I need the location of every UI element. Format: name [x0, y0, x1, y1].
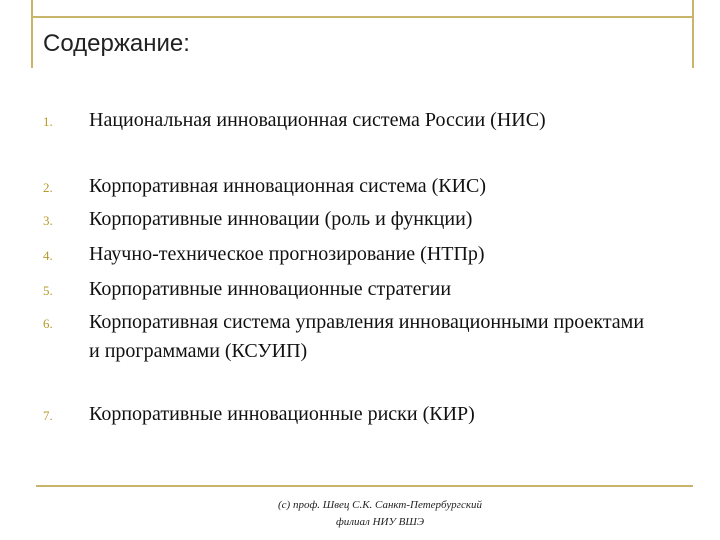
- list-item-number: 6.: [43, 316, 53, 331]
- list-item-number: 4.: [43, 248, 53, 263]
- slide-title: Содержание:: [43, 30, 190, 57]
- footer-credit-line-1: (c) проф. Швец С.К. Санкт-Петербургский: [278, 499, 482, 511]
- list-item-text: Корпоративные инновационные стратегии: [89, 278, 452, 300]
- list-item-number: 5.: [43, 283, 53, 298]
- list-item-text: Корпоративная инновационная система (КИС): [89, 175, 487, 197]
- footer-credit: [220, 497, 540, 531]
- list-item-text: Корпоративная система управления инновационными проектами и программами (КСУИП): [89, 311, 645, 362]
- list-item-number: 3.: [43, 213, 53, 228]
- list-item-number: 1.: [43, 114, 53, 129]
- list-item-text: Национальная инновационная система России (НИС): [89, 109, 546, 131]
- list-item-text: Корпоративные инновационные риски (КИР): [89, 403, 475, 425]
- list-item-text: Научно-техническое прогнозирование (НТПр): [89, 243, 485, 265]
- footer-divider: [36, 485, 693, 487]
- list-item-number: 2.: [43, 180, 53, 195]
- list-item-text: Корпоративные инновации (роль и функции): [89, 208, 473, 230]
- footer-credit-line-2: филиал НИУ ВШЭ: [335, 516, 425, 528]
- list-item-number: 7.: [43, 408, 53, 423]
